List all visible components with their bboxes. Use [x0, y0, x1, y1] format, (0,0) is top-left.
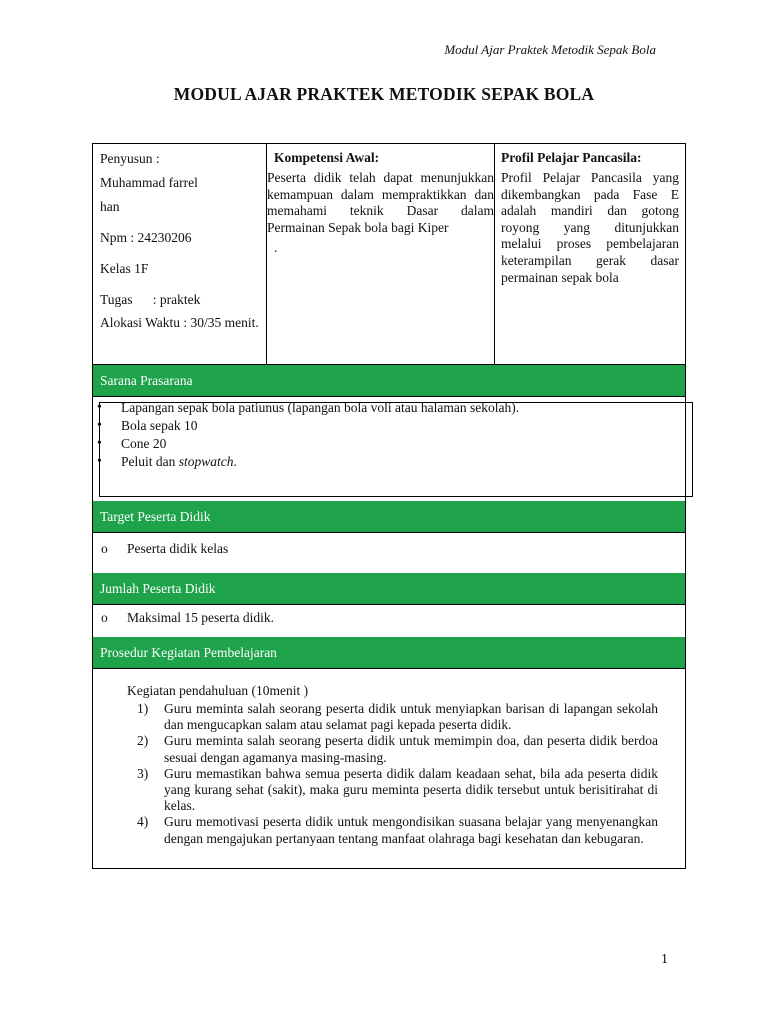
- author-name-line2: han: [100, 199, 120, 214]
- kompetensi-cell: [267, 144, 495, 364]
- page-number: 1: [661, 952, 668, 967]
- document-title: MODUL AJAR PRAKTEK METODIK SEPAK BOLA: [173, 84, 595, 104]
- list-item: 4) Guru memotivasi peserta didik untuk mengondisikan suasana belajar yang menyenangkan dengan mengajukan pertanyaan tentang manfaat olahraga bagi kesehatan dan kebugaran.: [137, 814, 658, 846]
- bullet-icon: •: [97, 454, 102, 469]
- info-table: [92, 143, 686, 365]
- target-heading: Target Peserta Didik: [92, 501, 686, 532]
- tugas-text: Tugas : praktek: [100, 292, 201, 307]
- list-item: • Bola sepak 10: [97, 418, 198, 433]
- bullet-icon: •: [97, 436, 102, 451]
- sarana-list: [93, 399, 519, 471]
- jumlah-box: [92, 604, 686, 637]
- list-item: 2) Guru meminta salah seorang peserta didik untuk memimpin doa, dan peserta didik berdoa sesuai dengan agamanya masing-masing.: [137, 733, 658, 765]
- kompetensi-heading: Kompetensi Awal:: [274, 150, 380, 165]
- profil-cell: [495, 144, 685, 364]
- kegiatan-pendahuluan-label: Kegiatan pendahuluan (10menit ): [127, 683, 309, 698]
- list-item: 3) Guru memastikan bahwa semua peserta didik dalam keadaan sehat, bila ada peserta didik yang kurang sehat (sakit), maka guru meminta peserta didik tersebut untuk berisitirahat di kelas.: [137, 765, 658, 814]
- profil-heading: Profil Pelajar Pancasila:: [501, 150, 642, 165]
- module-document: [92, 143, 686, 869]
- list-item: • Cone 20: [97, 436, 167, 451]
- kelas-text: Kelas 1F: [100, 261, 149, 276]
- list-item: • Lapangan sepak bola patiunus (lapangan bola voli atau halaman sekolah).: [97, 400, 520, 415]
- npm-text: Npm : 24230206: [100, 230, 192, 245]
- target-text: Peserta didik kelas: [127, 541, 229, 556]
- prosedur-heading: Prosedur Kegiatan Pembelajaran: [92, 637, 686, 668]
- target-box: [92, 532, 686, 573]
- list-item: 1) Guru meminta salah seorang peserta didik untuk menyiapkan barisan di lapangan sekolah dan mengucapkan salam atau selamat pagi kepada peserta didik.: [137, 701, 658, 733]
- jumlah-heading: Jumlah Peserta Didik: [92, 573, 686, 604]
- running-header: Modul Ajar Praktek Metodik Sepak Bola: [444, 42, 656, 57]
- profil-text: Profil Pelajar Pancasila yang dikembangkan pada Fase E adalah mandiri dan gotong royong yang ditunjukkan melalui proses pembelajaran keterampilan gerak dasar permainan sepak bola: [501, 170, 679, 285]
- list-item: • Peluit dan stopwatch.: [97, 454, 237, 469]
- jumlah-text: Maksimal 15 peserta didik.: [127, 610, 274, 625]
- prosedur-steps: [127, 701, 658, 847]
- penyusun-label: Penyusun :: [100, 151, 160, 166]
- circle-bullet-icon: o: [101, 541, 108, 556]
- sarana-box: [92, 396, 686, 501]
- sarana-heading: Sarana Prasarana: [92, 365, 686, 396]
- alokasi-waktu-text: Alokasi Waktu : 30/35 menit.: [100, 315, 259, 330]
- bullet-icon: •: [97, 418, 102, 433]
- stopwatch-italic: stopwatch: [178, 454, 234, 469]
- kompetensi-extra: .: [274, 240, 278, 256]
- author-cell: [93, 144, 267, 364]
- author-name-line1: Muhammad farrel: [100, 175, 198, 190]
- bullet-icon: •: [97, 400, 102, 415]
- kompetensi-text: Peserta didik telah dapat menunjukkan kemampuan dalam mempraktikkan dan memahami teknik Dasar dalam Permainan Sepak bola bagi Kiper: [267, 170, 494, 235]
- prosedur-box: [92, 668, 686, 869]
- circle-bullet-icon: o: [101, 610, 108, 625]
